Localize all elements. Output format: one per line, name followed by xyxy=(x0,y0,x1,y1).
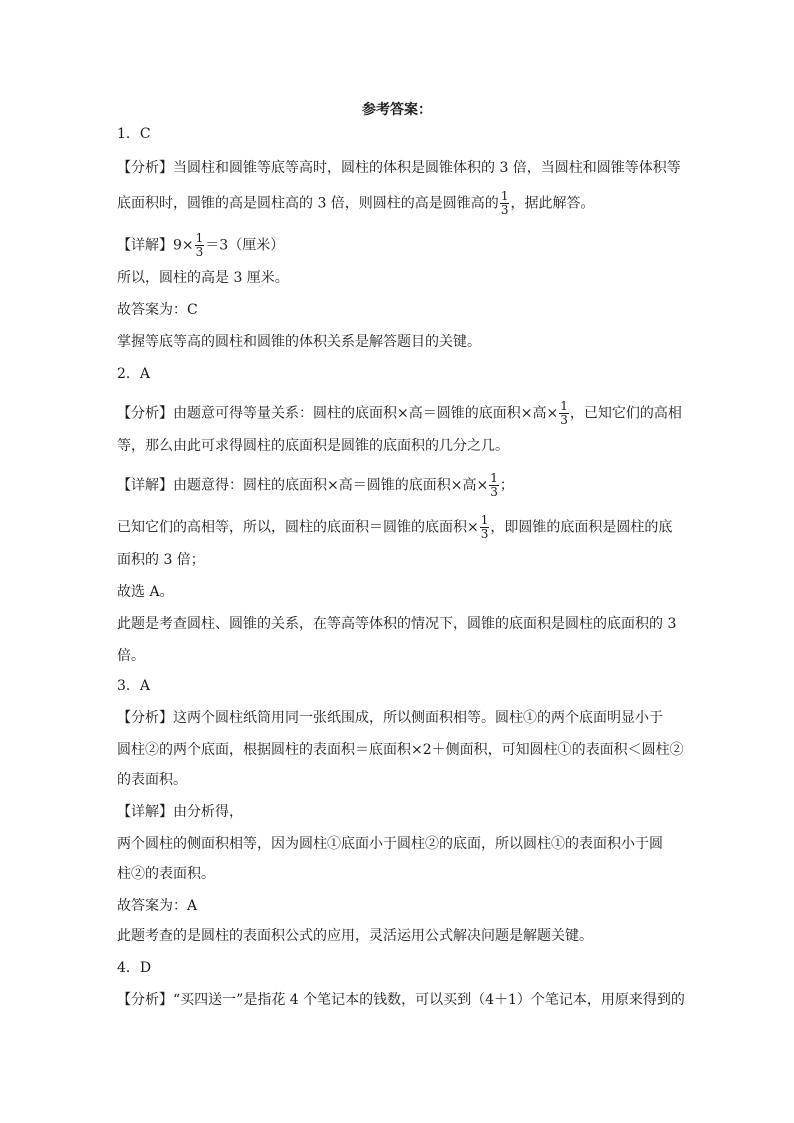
fraction-one-third: $\frac{1}{3}$ xyxy=(500,189,509,217)
q1-detail-text: 【详解】9× xyxy=(117,237,194,254)
q3-answer: 故答案为：A xyxy=(117,898,198,914)
q1-detail-conclusion: 所以，圆柱的高是 3 厘米。 xyxy=(117,270,289,286)
q3-detail-line3: 柱②的表面积。 xyxy=(117,866,215,882)
fraction-one-third: $\frac{1}{3}$ xyxy=(560,399,568,427)
fraction-one-third: $\frac{1}{3}$ xyxy=(480,513,489,541)
q3-analysis-line3: 的表面积。 xyxy=(117,772,187,788)
q2-detail-line2 xyxy=(117,514,677,541)
fraction-one-third: $\frac{1}{3}$ xyxy=(490,471,498,499)
q1-analysis-text: 底面积时，圆锥的高是圆柱高的 3 倍，则圆柱的高是圆锥高的 xyxy=(117,195,499,212)
q2-summary-line1: 此题是考查圆柱、圆锥的关系，在等高等体积的情况下，圆锥的底面积是圆柱的底面积的 3 xyxy=(117,616,677,632)
q2-detail-line1 xyxy=(117,472,677,499)
q4-analysis-line1: 【分析】“买四送一”是指花 4 个笔记本的钱数，可以买到（4＋1）个笔记本，用原来得到的 xyxy=(117,992,685,1008)
q3-detail-line1: 【详解】由分析得， xyxy=(117,804,243,820)
q2-analysis-text: 【分析】由题意可得等量关系：圆柱的底面积×高＝圆锥的底面积×高× xyxy=(117,405,559,422)
fraction-one-third: $\frac{1}{3}$ xyxy=(195,231,204,259)
q2-detail-text: 【详解】由题意得：圆柱的底面积×高＝圆锥的底面积×高× xyxy=(117,477,489,494)
q1-label: 1．C xyxy=(117,126,151,142)
q3-label: 3．A xyxy=(117,678,151,694)
q2-detail-end2: ，即圆锥的底面积是圆柱的底 xyxy=(490,519,673,536)
q1-analysis-end: ，据此解答。 xyxy=(510,195,595,212)
q2-summary-line2: 倍。 xyxy=(117,648,145,664)
q1-answer: 故答案为：C xyxy=(117,302,198,318)
q2-detail-text2: 已知它们的高相等，所以，圆柱的底面积＝圆锥的底面积× xyxy=(117,519,479,536)
q3-analysis-line1: 【分析】这两个圆柱纸筒用同一张纸围成，所以侧面积相等。圆柱①的两个底面明显小于 xyxy=(117,710,663,726)
q1-summary: 掌握等底等高的圆柱和圆锥的体积关系是解答题目的关键。 xyxy=(117,334,481,350)
q2-detail-end: ； xyxy=(499,477,514,494)
q3-detail-line2: 两个圆柱的侧面积相等，因为圆柱①底面小于圆柱②的底面，所以圆柱①的表面积小于圆 xyxy=(117,836,663,852)
page-title: 参考答案： xyxy=(362,102,432,118)
q3-analysis-line2: 圆柱②的两个底面，根据圆柱的表面积＝底面积×2＋侧面积，可知圆柱①的表面积＜圆柱② xyxy=(117,742,684,758)
q2-detail-line3: 面积的 3 倍； xyxy=(117,552,205,568)
q1-detail-line xyxy=(117,232,677,259)
q1-analysis-line1: 【分析】当圆柱和圆锥等底等高时，圆柱的体积是圆锥体积的 3 倍，当圆柱和圆锥等体积等 xyxy=(117,160,681,176)
q2-label: 2．A xyxy=(117,366,151,382)
q2-answer: 故选 A。 xyxy=(117,584,174,600)
q2-analysis-line2: 等，那么由此可求得圆柱的底面积是圆锥的底面积的几分之几。 xyxy=(117,438,509,454)
q2-analysis-line1 xyxy=(117,399,682,427)
q2-analysis-end: ，已知它们的高相 xyxy=(569,405,682,422)
q1-analysis-line2 xyxy=(117,190,677,217)
q1-detail-result: ＝3（厘米） xyxy=(205,237,285,254)
q3-summary: 此题考查的是圆柱的表面积公式的应用，灵活运用公式解决问题是解题关键。 xyxy=(117,928,593,944)
q4-label: 4．D xyxy=(117,960,152,976)
